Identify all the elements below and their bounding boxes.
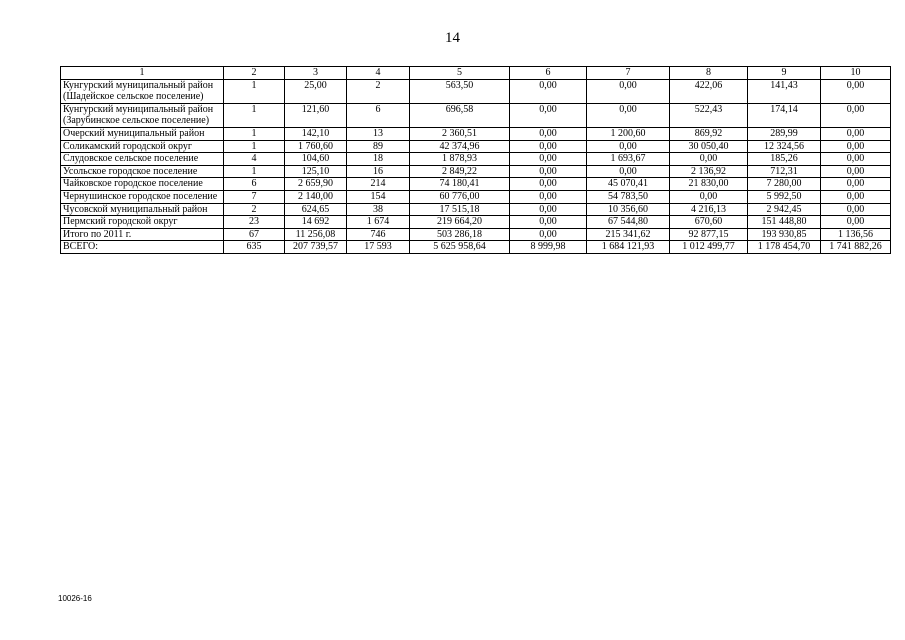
value-cell: 503 286,18 xyxy=(410,228,510,241)
row-name-cell: Слудовское сельское поселение xyxy=(61,153,224,166)
value-cell: 125,10 xyxy=(285,165,347,178)
value-cell: 193 930,85 xyxy=(748,228,821,241)
value-cell: 0,00 xyxy=(587,103,670,127)
row-name-cell: Чернушинское городское поселение xyxy=(61,190,224,203)
column-header: 6 xyxy=(510,67,587,80)
value-cell: 74 180,41 xyxy=(410,178,510,191)
value-cell: 0,00 xyxy=(510,228,587,241)
footer-code: 10026-16 xyxy=(58,594,92,603)
value-cell: 1 xyxy=(224,127,285,140)
value-cell: 185,26 xyxy=(748,153,821,166)
value-cell: 10 356,60 xyxy=(587,203,670,216)
value-cell: 2 xyxy=(347,79,410,103)
value-cell: 0,00 xyxy=(510,103,587,127)
value-cell: 174,14 xyxy=(748,103,821,127)
value-cell: 422,06 xyxy=(670,79,748,103)
column-header: 1 xyxy=(61,67,224,80)
value-cell: 0,00 xyxy=(510,127,587,140)
value-cell: 1 741 882,26 xyxy=(821,241,891,254)
value-cell: 23 xyxy=(224,216,285,229)
value-cell: 0,00 xyxy=(587,79,670,103)
value-cell: 0,00 xyxy=(510,79,587,103)
value-cell: 1 178 454,70 xyxy=(748,241,821,254)
value-cell: 2 942,45 xyxy=(748,203,821,216)
column-header: 5 xyxy=(410,67,510,80)
table-row xyxy=(61,228,891,241)
value-cell: 0,00 xyxy=(821,190,891,203)
value-cell: 2 360,51 xyxy=(410,127,510,140)
value-cell: 0,00 xyxy=(510,216,587,229)
value-cell: 0,00 xyxy=(510,190,587,203)
value-cell: 0,00 xyxy=(670,153,748,166)
value-cell: 1 136,56 xyxy=(821,228,891,241)
row-name-cell: Чусовской муниципальный район xyxy=(61,203,224,216)
value-cell: 670,60 xyxy=(670,216,748,229)
value-cell: 60 776,00 xyxy=(410,190,510,203)
row-name-cell: Соликамский городской округ xyxy=(61,140,224,153)
value-cell: 0,00 xyxy=(821,103,891,127)
value-cell: 635 xyxy=(224,241,285,254)
value-cell: 0,00 xyxy=(821,140,891,153)
table-row xyxy=(61,153,891,166)
value-cell: 214 xyxy=(347,178,410,191)
value-cell: 2 659,90 xyxy=(285,178,347,191)
value-cell: 5 992,50 xyxy=(748,190,821,203)
value-cell: 38 xyxy=(347,203,410,216)
value-cell: 142,10 xyxy=(285,127,347,140)
value-cell: 1 xyxy=(224,103,285,127)
value-cell: 0,00 xyxy=(821,203,891,216)
value-cell: 1 684 121,93 xyxy=(587,241,670,254)
row-name-cell: Итого по 2011 г. xyxy=(61,228,224,241)
row-name-cell: Очерский муниципальный район xyxy=(61,127,224,140)
page-number: 14 xyxy=(445,30,460,46)
header-row xyxy=(61,67,891,80)
table-row xyxy=(61,79,891,103)
value-cell: 0,00 xyxy=(510,140,587,153)
table-row xyxy=(61,216,891,229)
table-body xyxy=(61,79,891,253)
table-row xyxy=(61,178,891,191)
value-cell: 563,50 xyxy=(410,79,510,103)
column-header: 7 xyxy=(587,67,670,80)
value-cell: 151 448,80 xyxy=(748,216,821,229)
table-row xyxy=(61,103,891,127)
value-cell: 1 878,93 xyxy=(410,153,510,166)
row-name-cell: ВСЕГО: xyxy=(61,241,224,254)
value-cell: 54 783,50 xyxy=(587,190,670,203)
column-header: 4 xyxy=(347,67,410,80)
value-cell: 0,00 xyxy=(821,153,891,166)
value-cell: 18 xyxy=(347,153,410,166)
value-cell: 1 200,60 xyxy=(587,127,670,140)
column-header: 9 xyxy=(748,67,821,80)
value-cell: 42 374,96 xyxy=(410,140,510,153)
value-cell: 7 280,00 xyxy=(748,178,821,191)
value-cell: 0,00 xyxy=(510,203,587,216)
value-cell: 45 070,41 xyxy=(587,178,670,191)
value-cell: 0,00 xyxy=(821,165,891,178)
value-cell: 7 xyxy=(224,190,285,203)
row-name-cell: Кунгурский муниципальный район (Зарубинское сельское поселение) xyxy=(61,103,224,127)
value-cell: 1 012 499,77 xyxy=(670,241,748,254)
value-cell: 522,43 xyxy=(670,103,748,127)
value-cell: 2 xyxy=(224,203,285,216)
value-cell: 289,99 xyxy=(748,127,821,140)
table-row xyxy=(61,140,891,153)
value-cell: 4 xyxy=(224,153,285,166)
value-cell: 141,43 xyxy=(748,79,821,103)
value-cell: 6 xyxy=(224,178,285,191)
value-cell: 104,60 xyxy=(285,153,347,166)
value-cell: 6 xyxy=(347,103,410,127)
value-cell: 12 324,56 xyxy=(748,140,821,153)
value-cell: 0,00 xyxy=(587,140,670,153)
row-name-cell: Кунгурский муниципальный район (Шадейское сельское поселение) xyxy=(61,79,224,103)
column-header: 10 xyxy=(821,67,891,80)
value-cell: 624,65 xyxy=(285,203,347,216)
table-row xyxy=(61,203,891,216)
table-row xyxy=(61,241,891,254)
value-cell: 0,00 xyxy=(510,178,587,191)
value-cell: 869,92 xyxy=(670,127,748,140)
value-cell: 0,00 xyxy=(670,190,748,203)
row-name-cell: Пермский городской округ xyxy=(61,216,224,229)
value-cell: 1 674 xyxy=(347,216,410,229)
value-cell: 16 xyxy=(347,165,410,178)
value-cell: 5 625 958,64 xyxy=(410,241,510,254)
table-row xyxy=(61,190,891,203)
value-cell: 0,00 xyxy=(821,216,891,229)
value-cell: 2 136,92 xyxy=(670,165,748,178)
row-name-cell: Чайковское городское поселение xyxy=(61,178,224,191)
value-cell: 8 999,98 xyxy=(510,241,587,254)
value-cell: 0,00 xyxy=(587,165,670,178)
value-cell: 1 xyxy=(224,79,285,103)
value-cell: 219 664,20 xyxy=(410,216,510,229)
value-cell: 17 515,18 xyxy=(410,203,510,216)
value-cell: 0,00 xyxy=(510,165,587,178)
value-cell: 67 xyxy=(224,228,285,241)
value-cell: 13 xyxy=(347,127,410,140)
value-cell: 89 xyxy=(347,140,410,153)
value-cell: 4 216,13 xyxy=(670,203,748,216)
value-cell: 1 xyxy=(224,165,285,178)
value-cell: 21 830,00 xyxy=(670,178,748,191)
value-cell: 2 849,22 xyxy=(410,165,510,178)
value-cell: 1 xyxy=(224,140,285,153)
value-cell: 67 544,80 xyxy=(587,216,670,229)
value-cell: 696,58 xyxy=(410,103,510,127)
value-cell: 14 692 xyxy=(285,216,347,229)
value-cell: 1 693,67 xyxy=(587,153,670,166)
value-cell: 2 140,00 xyxy=(285,190,347,203)
value-cell: 11 256,08 xyxy=(285,228,347,241)
value-cell: 0,00 xyxy=(821,127,891,140)
value-cell: 17 593 xyxy=(347,241,410,254)
value-cell: 0,00 xyxy=(510,153,587,166)
column-header: 8 xyxy=(670,67,748,80)
value-cell: 154 xyxy=(347,190,410,203)
column-header: 3 xyxy=(285,67,347,80)
value-cell: 0,00 xyxy=(821,79,891,103)
value-cell: 25,00 xyxy=(285,79,347,103)
value-cell: 30 050,40 xyxy=(670,140,748,153)
value-cell: 92 877,15 xyxy=(670,228,748,241)
value-cell: 1 760,60 xyxy=(285,140,347,153)
value-cell: 0,00 xyxy=(821,178,891,191)
table-row xyxy=(61,127,891,140)
column-header: 2 xyxy=(224,67,285,80)
value-cell: 746 xyxy=(347,228,410,241)
value-cell: 712,31 xyxy=(748,165,821,178)
value-cell: 207 739,57 xyxy=(285,241,347,254)
value-cell: 121,60 xyxy=(285,103,347,127)
data-table xyxy=(60,66,891,254)
table-row xyxy=(61,165,891,178)
row-name-cell: Усольское городское поселение xyxy=(61,165,224,178)
value-cell: 215 341,62 xyxy=(587,228,670,241)
